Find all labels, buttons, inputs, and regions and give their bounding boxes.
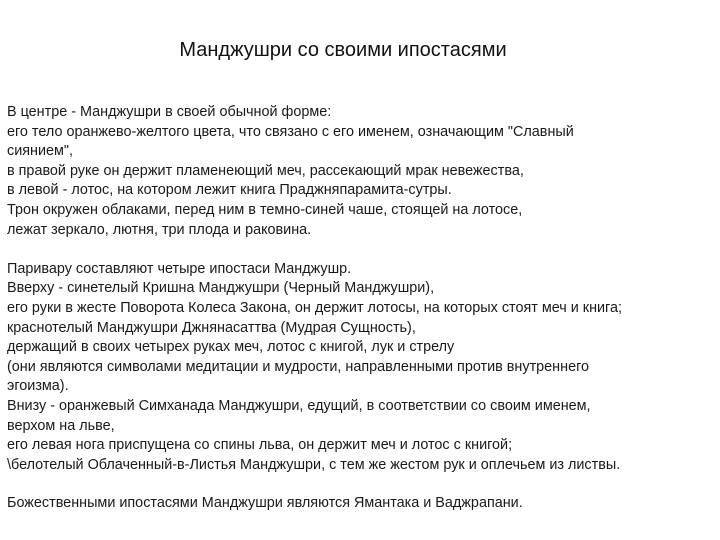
text-line: Паривару составляют четыре ипостаси Манджушр. [7, 260, 352, 277]
text-line: в левой - лотос, на котором лежит книга Праджняпарамита-сутры. [7, 182, 452, 199]
text-line: Трон окружен облаками, перед ним в темно-синей чаше, стоящей на лотосе, [7, 201, 523, 218]
text-line: Божественными ипостасями Манджушри являются Ямантака и Ваджрапани. [7, 495, 523, 512]
paragraph-parivara [7, 260, 713, 476]
text-line: \белотелый Облаченный-в-Листья Манджушри, с тем же жестом рук и оплечьем из листвы. [7, 456, 621, 473]
text-line: (они являются символами медитации и мудрости, направленными против внутреннего [7, 358, 590, 375]
text-line: В центре - Манджушри в своей обычной форме: [7, 104, 332, 120]
text-line: эгоизма). [7, 378, 69, 395]
paragraph-divine-forms [7, 494, 713, 514]
slide-body [7, 103, 713, 514]
text-line: лежат зеркало, лютня, три плода и раковина. [7, 221, 312, 238]
paragraph-center-form [7, 103, 713, 240]
text-line: Вверху - синетелый Кришна Манджушри (Черный Манджушри), [7, 280, 435, 297]
text-line: его левая нога приспущена со спины льва, он держит меч и лотос с книгой; [7, 437, 513, 454]
text-line: его руки в жесте Поворота Колеса Закона, он держит лотосы, на которых стоят меч и книга; [7, 299, 622, 316]
text-line: верхом на льве, [7, 417, 115, 434]
text-line: его тело оранжево-желтого цвета, что связано с его именем, означающим "Славный [7, 123, 574, 140]
paragraph-gap [7, 240, 713, 260]
text-line: Внизу - оранжевый Симханада Манджушри, едущий, в соответствии со своим именем, [7, 397, 591, 414]
text-line: краснотелый Манджушри Джнянасаттва (Мудрая Сущность), [7, 319, 416, 336]
text-line: в правой руке он держит пламенеющий меч, рассекающий мрак невежества, [7, 162, 524, 179]
text-line: сиянием", [7, 143, 74, 160]
slide-title: Манджушри со своими ипостасями [179, 39, 507, 61]
paragraph-gap [7, 475, 713, 494]
text-line: держащий в своих четырех руках меч, лотос с книгой, лук и стрелу [7, 339, 455, 356]
